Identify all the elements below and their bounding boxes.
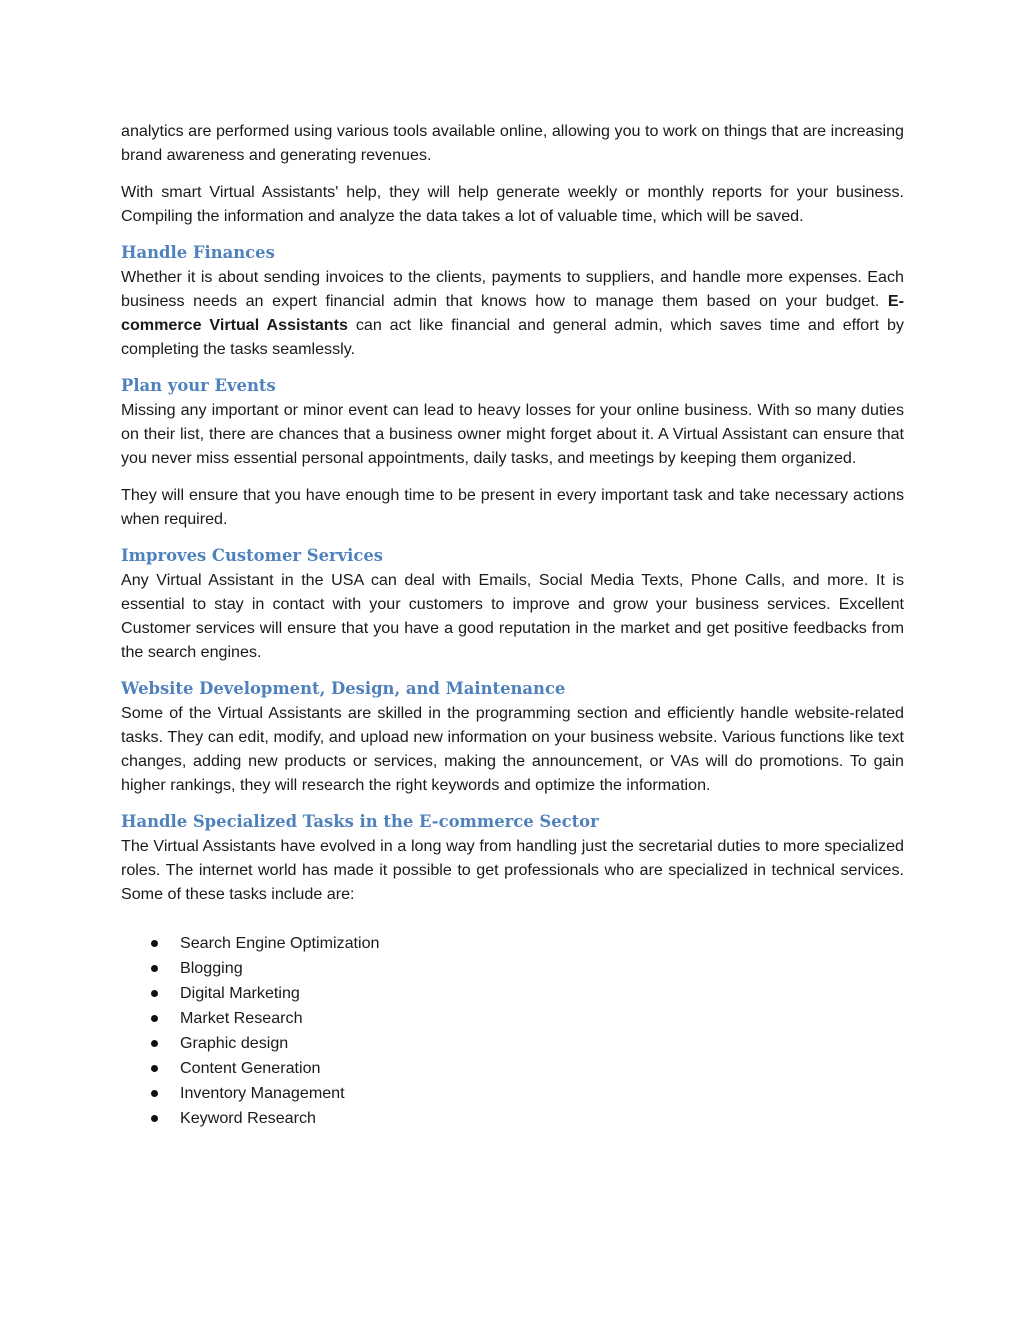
- section-body-customer-services: Any Virtual Assistant in the USA can deal with Emails, Social Media Texts, Phone Calls, and more. It is essential to stay in contact with your customers to improve and grow your business services. Excellent Customer services will ensure that you have a good reputation in the market and get positive feedbacks from the search engines.: [121, 571, 904, 661]
- section-heading-specialized-tasks: Handle Specialized Tasks in the E-commerce Sector: [121, 812, 599, 831]
- list-item-label: Content Generation: [180, 1059, 321, 1077]
- list-item-label: Inventory Management: [180, 1084, 345, 1102]
- section-heading-plan-events: Plan your Events: [121, 376, 276, 395]
- list-item: [121, 931, 904, 956]
- task-bullet-list: [121, 931, 904, 1131]
- intro-paragraph-1: analytics are performed using various tools available online, allowing you to work on things that are increasing brand awareness and generating revenues.: [121, 122, 904, 164]
- document-page: [121, 119, 904, 1131]
- bullet-icon: [151, 1090, 158, 1097]
- list-item: [121, 1106, 904, 1131]
- list-item: [121, 1056, 904, 1081]
- list-item: [121, 1081, 904, 1106]
- list-item-label: Keyword Research: [180, 1109, 316, 1127]
- list-item-label: Graphic design: [180, 1034, 289, 1052]
- list-item: [121, 1006, 904, 1031]
- section-body-plan-events: Missing any important or minor event can lead to heavy losses for your online business. With so many duties on their list, there are chances that a business owner might forget about it. A Virtual Assistant can ensure that you never miss essential personal appointments, daily tasks, and meetings by keeping them organized.: [121, 401, 904, 467]
- bullet-icon: [151, 1065, 158, 1072]
- bullet-icon: [151, 990, 158, 997]
- list-item-label: Digital Marketing: [180, 984, 300, 1002]
- section-heading-customer-services: Improves Customer Services: [121, 546, 384, 565]
- section-body-website-development: Some of the Virtual Assistants are skilled in the programming section and efficiently handle website-related tasks. They can edit, modify, and upload new information on your business website. Various functions like text changes, adding new products or services, making the announcement, or VAs will do promotions. To gain higher rankings, they will research the right keywords and optimize the information.: [121, 704, 904, 794]
- section-body-handle-finances: [121, 265, 904, 361]
- section-body-plan-events-2: They will ensure that you have enough time to be present in every important task and take necessary actions when required.: [121, 486, 904, 528]
- list-item: [121, 956, 904, 981]
- finances-text-post: can act like financial and general admin, which saves time and effort by completing the tasks seamlessly.: [121, 316, 904, 358]
- finances-text-bold: E-commerce Virtual Assistants: [121, 292, 904, 334]
- bullet-icon: [151, 1040, 158, 1047]
- bullet-icon: [151, 940, 158, 947]
- bullet-icon: [151, 1115, 158, 1122]
- list-item-label: Blogging: [180, 959, 243, 977]
- section-heading-handle-finances: Handle Finances: [121, 243, 275, 262]
- section-heading-website-development: Website Development, Design, and Maintenance: [121, 679, 566, 698]
- list-item: [121, 981, 904, 1006]
- list-item: [121, 1031, 904, 1056]
- list-item-label: Market Research: [180, 1009, 303, 1027]
- list-item-label: Search Engine Optimization: [180, 934, 380, 952]
- finances-text-pre: Whether it is about sending invoices to the clients, payments to suppliers, and handle more expenses. Each business needs an expert financial admin that knows how to manage them based on your budget.: [121, 268, 904, 310]
- bullet-icon: [151, 965, 158, 972]
- section-body-specialized-tasks: The Virtual Assistants have evolved in a long way from handling just the secretarial duties to more specialized roles. The internet world has made it possible to get professionals who are specialized in technical services. Some of these tasks include are:: [121, 837, 904, 903]
- intro-paragraph-2: With smart Virtual Assistants' help, they will help generate weekly or monthly reports for your business. Compiling the information and analyze the data takes a lot of valuable time, which will be saved.: [121, 183, 904, 225]
- bullet-icon: [151, 1015, 158, 1022]
